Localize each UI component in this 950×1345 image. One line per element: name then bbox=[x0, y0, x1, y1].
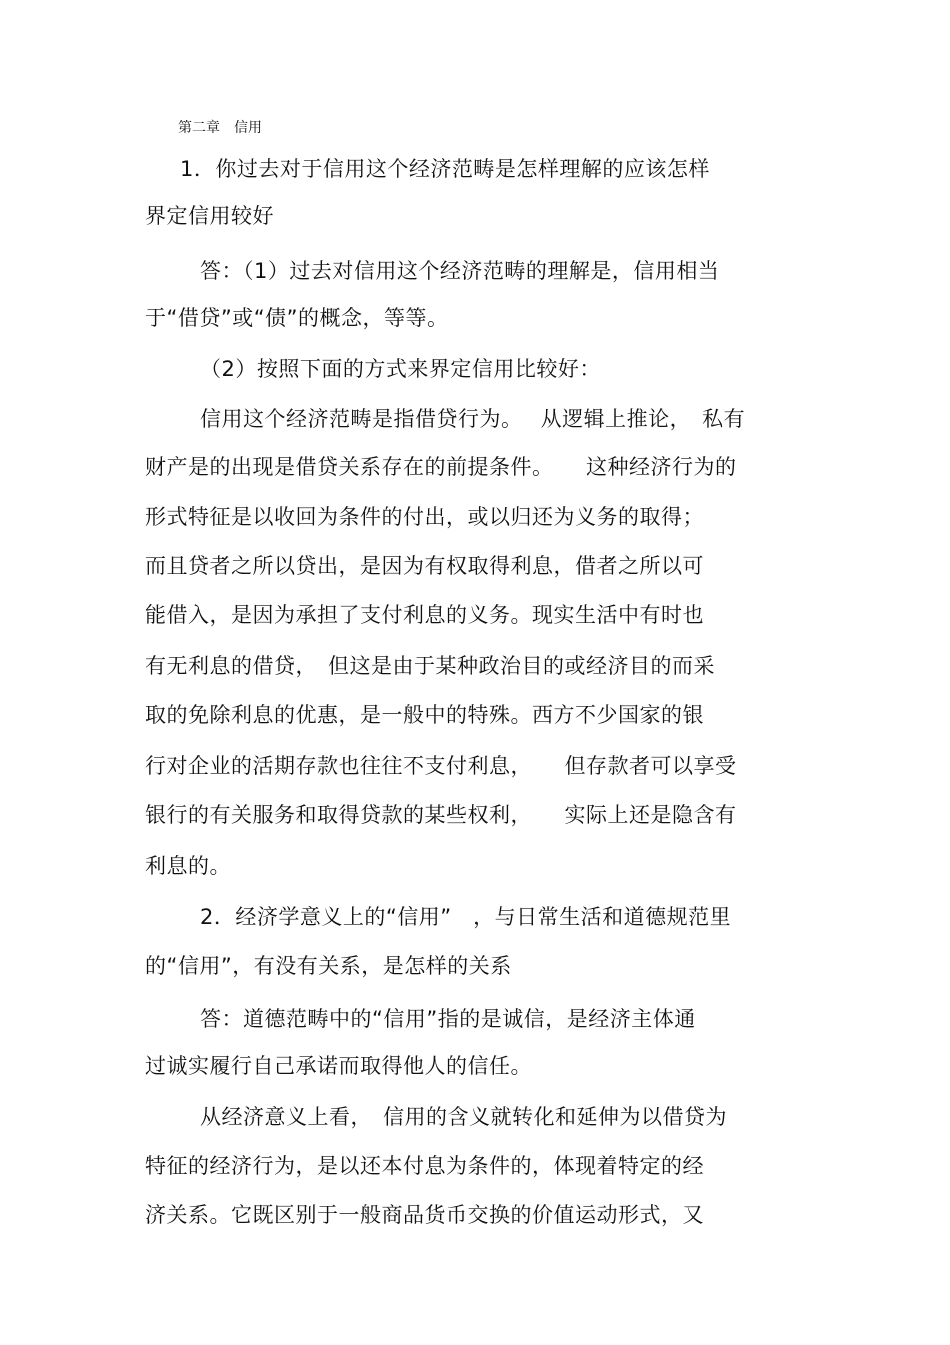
answer-1-line-1: 答：（1）过去对信用这个经济范畴的理解是，信用相当 bbox=[200, 259, 720, 283]
paragraph-2-line-1: 从经济意义上看， 信用的含义就转化和延伸为以借贷为 bbox=[200, 1105, 727, 1129]
paragraph-1-line-4: 而且贷者之所以贷出，是因为有权取得利息，借者之所以可 bbox=[145, 554, 704, 578]
paragraph-1-line-10: 利息的。 bbox=[145, 854, 231, 878]
paragraph-1-line-3: 形式特征是以收回为条件的付出，或以归还为义务的取得； bbox=[145, 505, 704, 529]
paragraph-2-line-2: 特征的经济行为，是以还本付息为条件的，体现着特定的经 bbox=[145, 1154, 704, 1178]
answer-1-line-2: 于“借贷”或“债”的概念，等等。 bbox=[145, 306, 449, 330]
paragraph-1-line-1: 信用这个经济范畴是指借贷行为。 从逻辑上推论， 私有 bbox=[200, 407, 746, 431]
paragraph-1-line-7: 取的免除利息的优惠，是一般中的特殊。西方不少国家的银 bbox=[145, 703, 704, 727]
paragraph-1-line-9: 银行的有关服务和取得贷款的某些权利， 实际上还是隐含有 bbox=[145, 803, 737, 827]
paragraph-1-line-2: 财产是的出现是借贷关系存在的前提条件。 这种经济行为的 bbox=[145, 455, 737, 479]
question-1-line-1: 1．你过去对于信用这个经济范畴是怎样理解的应该怎样 bbox=[180, 157, 710, 181]
paragraph-1-line-6: 有无利息的借贷， 但这是由于某种政治目的或经济目的而采 bbox=[145, 654, 715, 678]
chapter-title: 第二章 信用 bbox=[178, 120, 262, 136]
paragraph-2-line-3: 济关系。它既区别于一般商品货币交换的价值运动形式，又 bbox=[145, 1203, 704, 1227]
paragraph-1-line-5: 能借入，是因为承担了支付利息的义务。现实生活中有时也 bbox=[145, 603, 704, 627]
question-2-line-2: 的“信用”，有没有关系，是怎样的关系 bbox=[145, 954, 512, 978]
answer-2-line-2: 过诚实履行自己承诺而取得他人的信任。 bbox=[145, 1054, 532, 1078]
answer-1-point-2: （2）按照下面的方式来界定信用比较好： bbox=[200, 357, 601, 381]
paragraph-1-line-8: 行对企业的活期存款也往往不支付利息， 但存款者可以享受 bbox=[145, 754, 737, 778]
answer-2-line-1: 答：道德范畴中的“信用”指的是诚信，是经济主体通 bbox=[200, 1007, 696, 1031]
question-1-line-2: 界定信用较好 bbox=[145, 204, 274, 228]
question-2-line-1: 2．经济学意义上的“信用” ，与日常生活和道德规范里 bbox=[200, 905, 732, 929]
